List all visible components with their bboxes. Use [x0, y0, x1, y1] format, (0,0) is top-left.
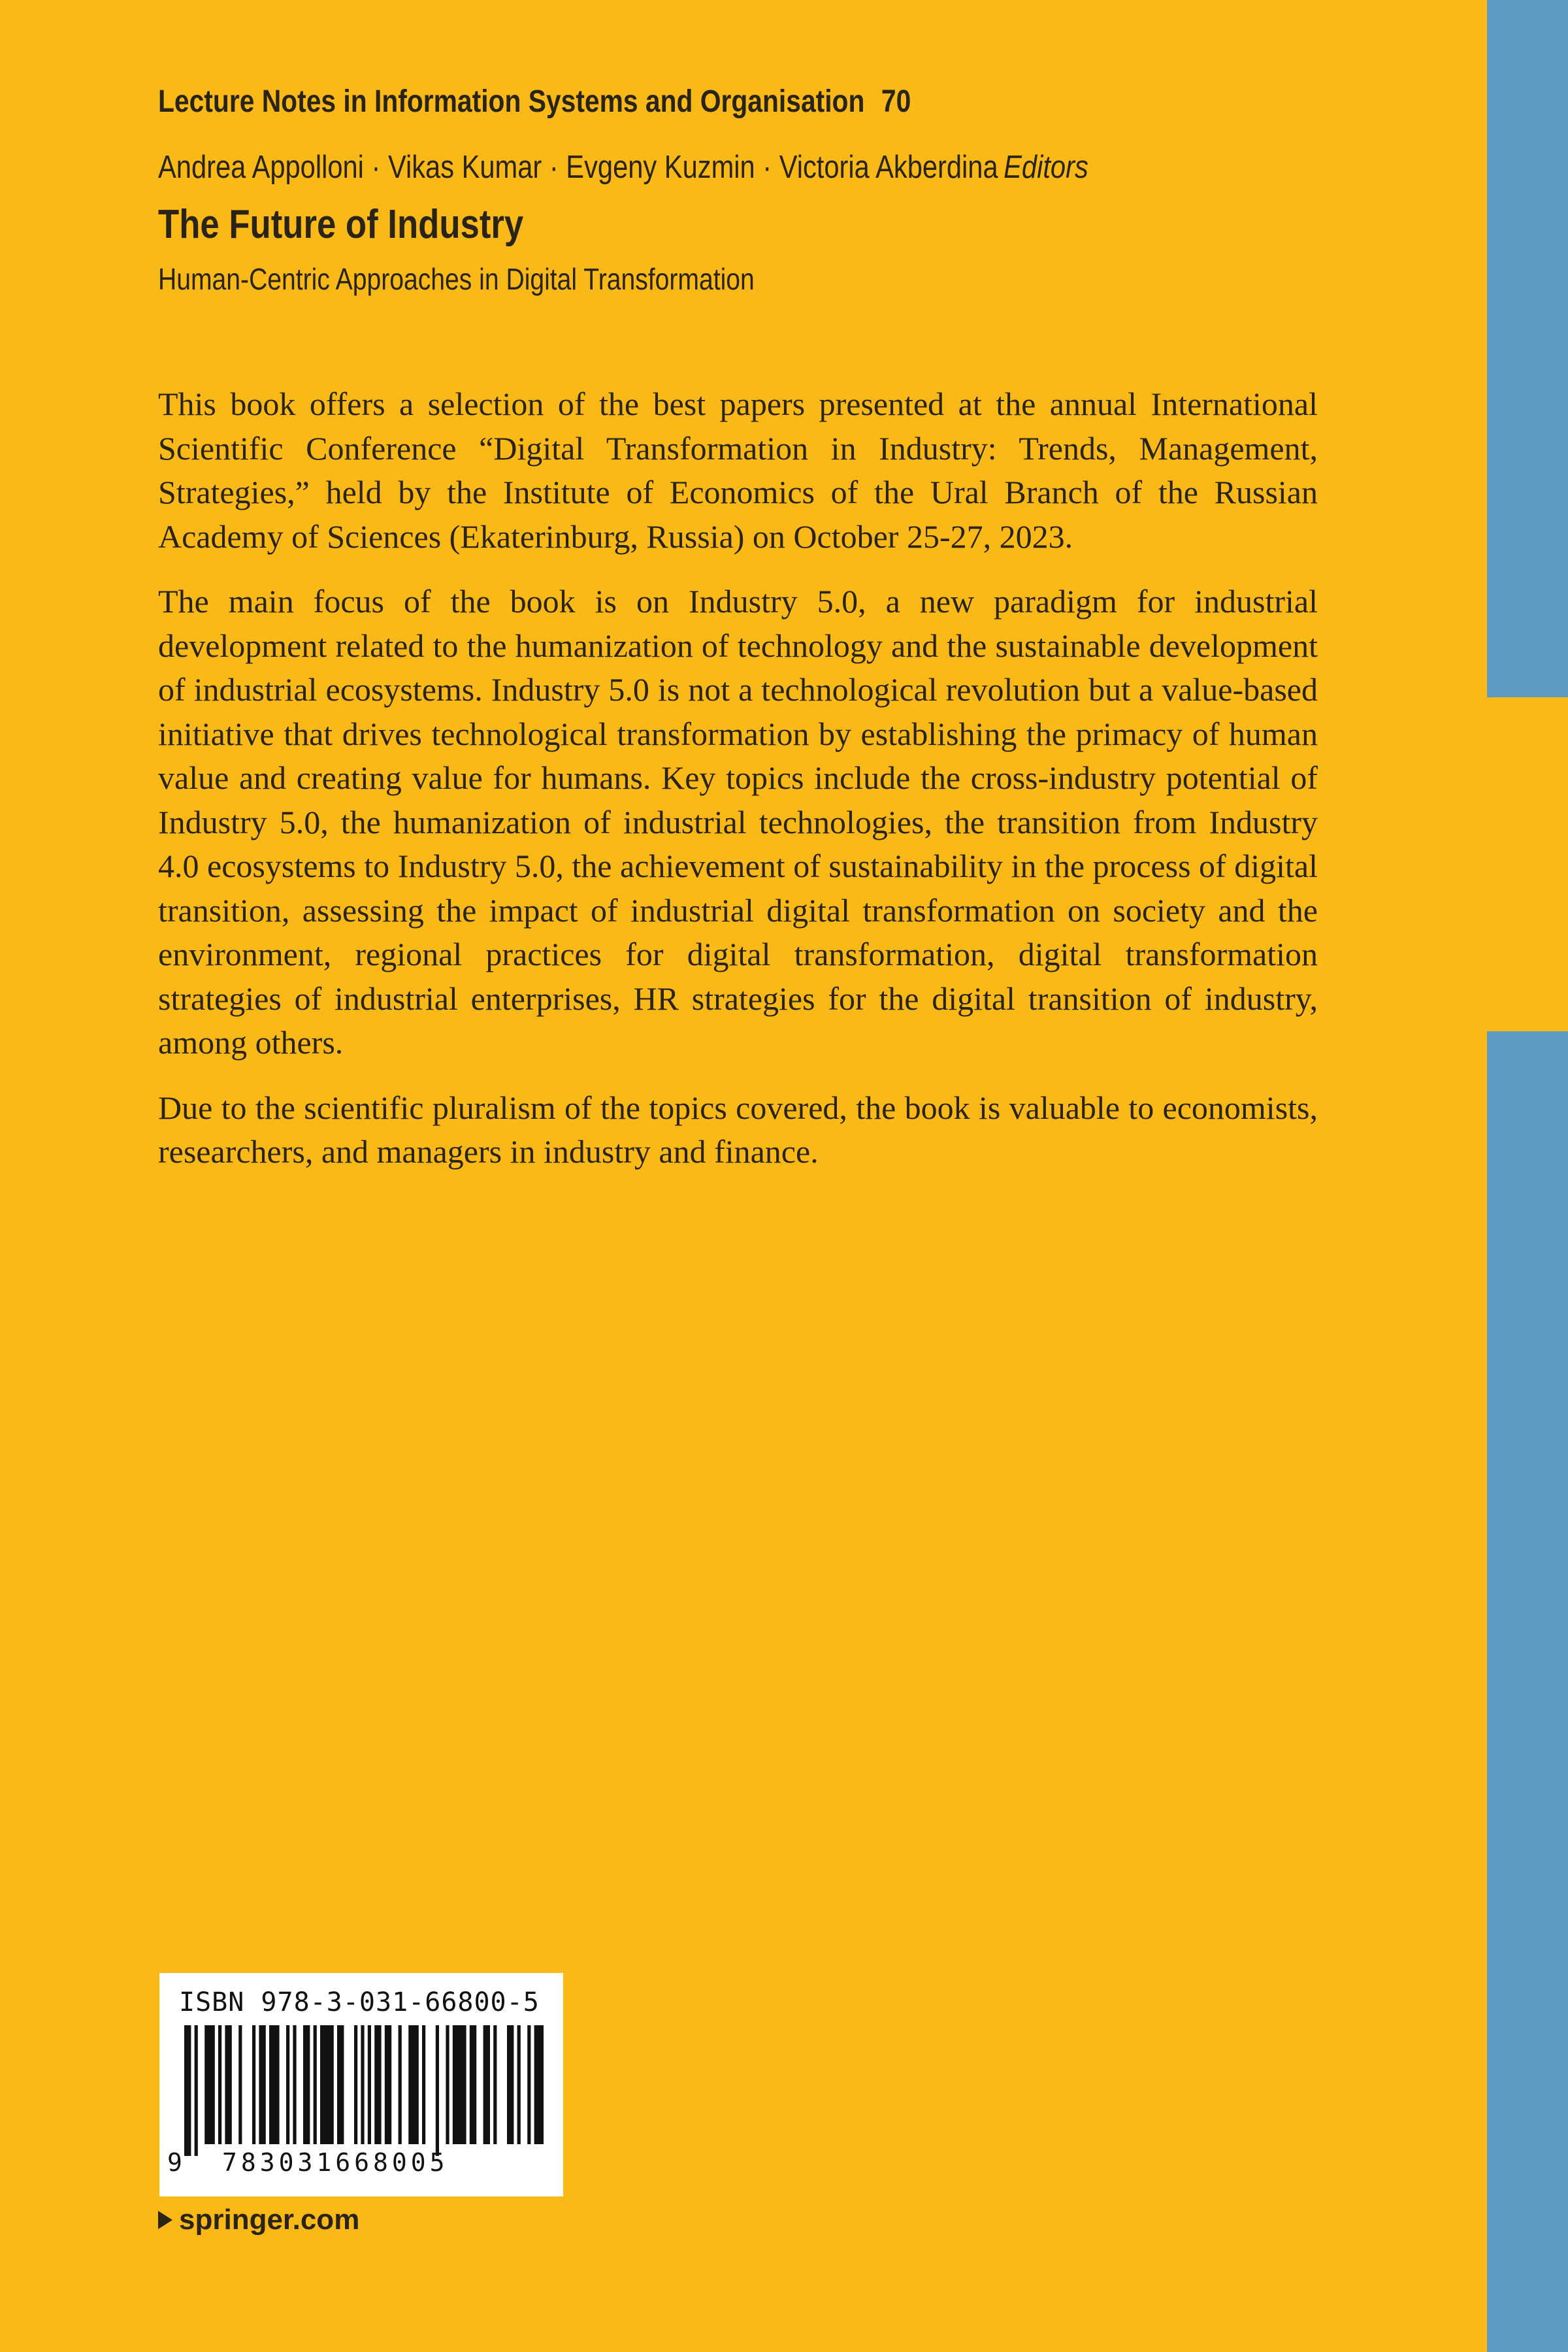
- series-number: 70: [881, 84, 911, 119]
- barcode-bar: [218, 2025, 221, 2144]
- barcode-bar: [303, 2025, 310, 2144]
- side-color-tab-bottom: [1487, 1031, 1568, 2352]
- barcode-bar: [354, 2025, 357, 2144]
- barcode-bar: [483, 2025, 490, 2144]
- book-subtitle: Human-Centric Approaches in Digital Transformation: [158, 262, 755, 296]
- barcode-bar: [408, 2025, 419, 2144]
- blurb-paragraph-1: This book offers a selection of the best papers presented at the annual International Scientific Conference “Digital Transformation in Industry: Trends, Management, Strategies,” held by the Institute of Economics of the Ural Branch of the Russian Academy of Sciences (Ekaterinburg, Russia) on October 25-27, 2023.: [158, 386, 1318, 555]
- ean-first-digit: 9: [167, 2148, 182, 2177]
- barcode-bar: [320, 2025, 334, 2144]
- barcode-bar: [493, 2025, 497, 2144]
- website-text[interactable]: springer.com: [179, 2204, 360, 2236]
- barcode-bar: [436, 2025, 439, 2156]
- editor-names: Andrea Appolloni · Vikas Kumar · Evgeny Kuzmin · Victoria Akberdina: [158, 150, 998, 185]
- barcode-bar: [507, 2025, 514, 2144]
- editors-role: Editors: [1004, 150, 1088, 185]
- barcode-bar: [286, 2025, 289, 2144]
- ean-digits: 783031668005: [222, 2148, 449, 2177]
- blurb-paragraph-3: Due to the scientific pluralism of the topics covered, the book is valuable to economists, researchers, and managers in industry and finance.: [158, 1089, 1318, 1170]
- barcode-bar: [385, 2025, 391, 2144]
- barcode-bar: [527, 2025, 531, 2144]
- barcode-bar: [238, 2025, 242, 2144]
- blurb-paragraph-2: The main focus of the book is on Industry 5.0, a new paradigm for industrial development related to the humanization of technology and the sustainable development of industrial ecosystems. Industry 5.0 is not a technological revolution but a value-based initiative that drives technological transformation by establishing the primacy of human value and creating value for humans. Key topics include the cross-industry potential of Industry 5.0, the humanization of industrial technologies, the transition from Industry 4.0 ecosystems to Industry 5.0, the achievement of sustainability in the process of digital transition, assessing the impact of industrial digital transformation on society and the environment, regional practices for digital transformation, digital transformation strategies of industrial enterprises, HR strategies for the digital transition of industry, among others.: [158, 583, 1318, 1061]
- barcode-bar: [259, 2025, 265, 2144]
- barcode-bar: [269, 2025, 280, 2144]
- barcode-bar: [453, 2025, 466, 2144]
- barcode-bar: [399, 2025, 402, 2144]
- barcode-bar: [534, 2025, 544, 2144]
- barcode-box: [159, 1973, 563, 2196]
- barcode-bar: [293, 2025, 296, 2144]
- barcode-icon: [184, 2025, 544, 2156]
- barcode-bar: [252, 2025, 255, 2144]
- barcode-bar: [470, 2025, 476, 2144]
- barcode-bar: [195, 2025, 198, 2156]
- editors-line: [158, 149, 1088, 186]
- barcode-bar: [204, 2025, 215, 2144]
- series-line: [158, 84, 911, 120]
- barcode-bar: [368, 2025, 371, 2144]
- series-name: Lecture Notes in Information Systems and Organisation: [158, 84, 865, 119]
- barcode-bar: [422, 2025, 425, 2144]
- barcode-bar: [184, 2025, 191, 2156]
- barcode-bar: [446, 2025, 449, 2144]
- isbn-label: ISBN 978-3-031-66800-5: [179, 1987, 540, 2017]
- blurb: [158, 382, 1318, 1195]
- barcode-bar: [314, 2025, 317, 2144]
- barcode-bar: [337, 2025, 344, 2144]
- barcode-bar: [374, 2025, 381, 2144]
- triangle-right-icon: [158, 2211, 172, 2229]
- side-color-tab-top: [1487, 0, 1568, 697]
- book-title: The Future of Industry: [158, 202, 524, 247]
- website-link[interactable]: [158, 2204, 359, 2236]
- barcode-bar: [517, 2025, 521, 2144]
- barcode-bar: [225, 2025, 231, 2144]
- barcode-bar: [361, 2025, 364, 2144]
